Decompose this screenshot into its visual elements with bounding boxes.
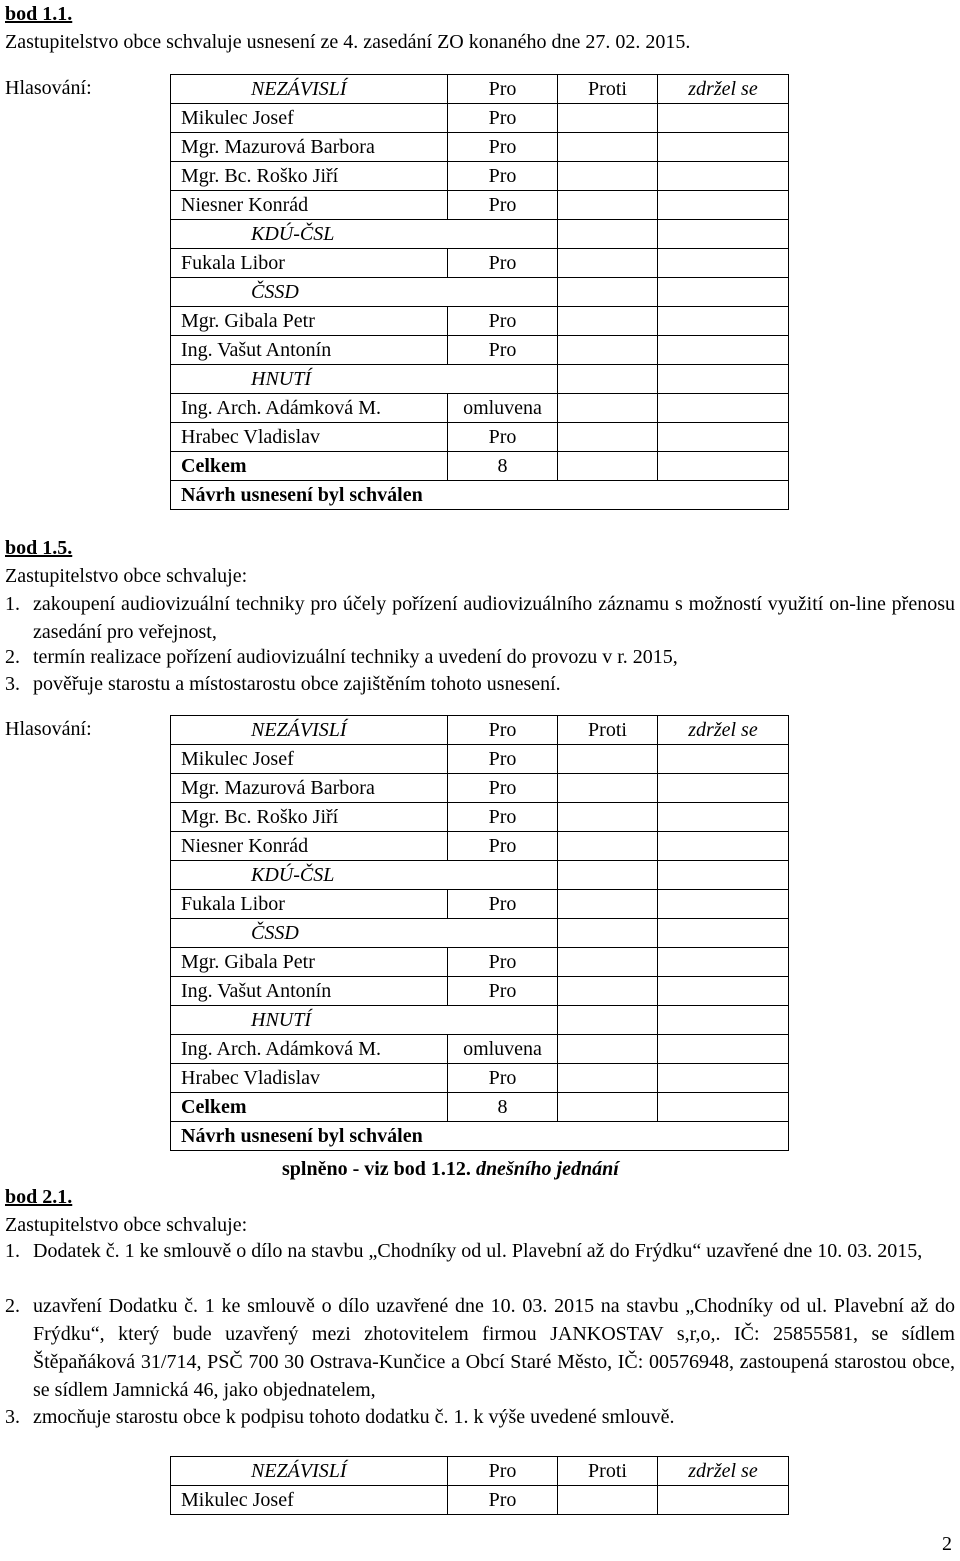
empty-cell <box>558 1064 658 1093</box>
member-name: Mgr. Gibala Petr <box>171 307 448 336</box>
empty-cell <box>658 307 789 336</box>
empty-cell <box>658 745 789 774</box>
empty-cell <box>558 890 658 919</box>
empty-cell <box>558 394 658 423</box>
empty-cell <box>658 977 789 1006</box>
result-text: Návrh usnesení byl schválen <box>171 481 789 510</box>
party-group-label: ČSSD <box>171 919 558 948</box>
section-intro-2-1: Zastupitelstvo obce schvaluje: <box>5 1214 248 1236</box>
column-header-proti: Proti <box>558 1457 658 1486</box>
empty-cell <box>558 948 658 977</box>
table-row <box>171 278 789 307</box>
result-row <box>171 481 789 510</box>
empty-cell <box>558 365 658 394</box>
table-row <box>171 162 789 191</box>
table-row <box>171 307 789 336</box>
empty-cell <box>658 394 789 423</box>
member-name: Mgr. Mazurová Barbora <box>171 774 448 803</box>
empty-cell <box>658 832 789 861</box>
party-group-label: HNUTÍ <box>171 1006 558 1035</box>
member-name: Hrabec Vladislav <box>171 1064 448 1093</box>
result-row <box>171 1122 789 1151</box>
empty-cell <box>658 423 789 452</box>
vote-value: Pro <box>448 336 558 365</box>
vote-header-row <box>171 75 789 104</box>
empty-cell <box>558 220 658 249</box>
result-text: Návrh usnesení byl schválen <box>171 1122 789 1151</box>
section-text-1-1: Zastupitelstvo obce schvaluje usnesení ze 4. zasedání ZO konaného dne 27. 02. 2015. <box>5 31 691 53</box>
table-row <box>171 832 789 861</box>
empty-cell <box>558 423 658 452</box>
total-value: 8 <box>448 452 558 481</box>
empty-cell <box>658 452 789 481</box>
empty-cell <box>558 745 658 774</box>
total-label: Celkem <box>171 1093 448 1122</box>
vote-value: Pro <box>448 832 558 861</box>
vote-label: Hlasování: <box>5 77 92 99</box>
empty-cell <box>658 1064 789 1093</box>
member-name: Fukala Libor <box>171 890 448 919</box>
list-item: 3. zmocňuje starostu obce k podpisu tohoto dodatku č. 1. k výše uvedené smlouvě. <box>5 1406 675 1428</box>
list-item: 1. Dodatek č. 1 ke smlouvě o dílo na stavbu „Chodníky od ul. Plavební až do Frýdku“ uzavřené dne 10. 03. 2015, <box>5 1240 923 1262</box>
vote-value: Pro <box>448 133 558 162</box>
vote-value: Pro <box>448 977 558 1006</box>
empty-cell <box>558 452 658 481</box>
table-row <box>171 394 789 423</box>
column-header-pro: Pro <box>448 75 558 104</box>
total-value: 8 <box>448 1093 558 1122</box>
column-header-zdrzel: zdržel se <box>658 716 789 745</box>
member-name: Hrabec Vladislav <box>171 423 448 452</box>
vote-value: Pro <box>448 1064 558 1093</box>
empty-cell <box>558 191 658 220</box>
member-name: Ing. Vašut Antonín <box>171 977 448 1006</box>
section-heading-1-1: bod 1.1. <box>5 3 73 25</box>
empty-cell <box>658 1006 789 1035</box>
member-name: Niesner Konrád <box>171 832 448 861</box>
column-header-pro: Pro <box>448 716 558 745</box>
empty-cell <box>558 1486 658 1515</box>
table-row <box>171 249 789 278</box>
empty-cell <box>558 1006 658 1035</box>
list-item: 2. termín realizace pořízení audiovizuální techniky a uvedení do provozu v r. 2015, <box>5 646 678 668</box>
empty-cell <box>658 336 789 365</box>
empty-cell <box>658 803 789 832</box>
table-row <box>171 133 789 162</box>
section-heading-2-1: bod 2.1. <box>5 1186 73 1208</box>
member-name: Mgr. Mazurová Barbora <box>171 133 448 162</box>
empty-cell <box>558 104 658 133</box>
total-row <box>171 1093 789 1122</box>
empty-cell <box>558 336 658 365</box>
table-row <box>171 1035 789 1064</box>
vote-value: Pro <box>448 191 558 220</box>
empty-cell <box>658 1486 789 1515</box>
member-name: Niesner Konrád <box>171 191 448 220</box>
vote-table-1 <box>170 74 789 510</box>
vote-value: Pro <box>448 890 558 919</box>
table-row <box>171 220 789 249</box>
vote-table-3 <box>170 1456 789 1515</box>
empty-cell <box>658 133 789 162</box>
table-row <box>171 336 789 365</box>
vote-value: Pro <box>448 162 558 191</box>
total-label: Celkem <box>171 452 448 481</box>
party-group-label: KDÚ-ČSL <box>171 861 558 890</box>
party-group-label: KDÚ-ČSL <box>171 220 558 249</box>
empty-cell <box>558 1035 658 1064</box>
list-item: 1. zakoupení audiovizuální techniky pro účely pořízení audiovizuálního záznamu s možností využití on-line přenosu zasedání pro veřejnost, <box>5 593 955 643</box>
column-header-proti: Proti <box>558 75 658 104</box>
empty-cell <box>658 861 789 890</box>
empty-cell <box>658 948 789 977</box>
empty-cell <box>558 278 658 307</box>
member-name: Ing. Arch. Adámková M. <box>171 1035 448 1064</box>
empty-cell <box>658 774 789 803</box>
status-note: splněno - viz bod 1.12. dnešního jednání <box>282 1158 619 1180</box>
column-header-zdrzel: zdržel se <box>658 1457 789 1486</box>
list-item: 2. uzavření Dodatku č. 1 ke smlouvě o dílo uzavřené dne 10. 03. 2015 na stavbu „Chodníky od ul. Plavební až do Frýdku“, který bude uzavřený mezi zhotovitelem firmou JANKOSTAV s,r,o,. IČ: 25855581, se sídlem Štěpaňáková 31/714, PSČ 700 30 Ostrava-Kunčice a Obcí Staré Město, IČ: 00576948, zastoupená starostou obce, se sídlem Jamnická 46, jako objednatelem, <box>5 1295 955 1401</box>
member-name: Mikulec Josef <box>171 1486 448 1515</box>
column-header-proti: Proti <box>558 716 658 745</box>
member-name: Mikulec Josef <box>171 104 448 133</box>
table-row <box>171 423 789 452</box>
member-name: Ing. Arch. Adámková M. <box>171 394 448 423</box>
empty-cell <box>558 977 658 1006</box>
empty-cell <box>658 365 789 394</box>
empty-cell <box>658 162 789 191</box>
empty-cell <box>558 919 658 948</box>
empty-cell <box>658 890 789 919</box>
table-row <box>171 774 789 803</box>
table-row <box>171 365 789 394</box>
empty-cell <box>658 278 789 307</box>
empty-cell <box>558 249 658 278</box>
empty-cell <box>558 133 658 162</box>
vote-value: omluvena <box>448 394 558 423</box>
table-row <box>171 1064 789 1093</box>
table-row <box>171 1006 789 1035</box>
table-row <box>171 861 789 890</box>
empty-cell <box>658 919 789 948</box>
total-row <box>171 452 789 481</box>
section-intro-1-5: Zastupitelstvo obce schvaluje: <box>5 565 248 587</box>
table-row <box>171 1486 789 1515</box>
empty-cell <box>658 191 789 220</box>
empty-cell <box>558 307 658 336</box>
vote-header-row <box>171 1457 789 1486</box>
empty-cell <box>658 1093 789 1122</box>
vote-value: Pro <box>448 803 558 832</box>
party-header: NEZÁVISLÍ <box>171 75 448 104</box>
section-heading-1-5: bod 1.5. <box>5 537 73 559</box>
empty-cell <box>558 162 658 191</box>
column-header-zdrzel: zdržel se <box>658 75 789 104</box>
table-row <box>171 890 789 919</box>
list-item: 3. pověřuje starostu a místostarostu obce zajištěním tohoto usnesení. <box>5 673 561 695</box>
vote-value: Pro <box>448 104 558 133</box>
party-group-label: HNUTÍ <box>171 365 558 394</box>
party-header: NEZÁVISLÍ <box>171 1457 448 1486</box>
vote-value: Pro <box>448 423 558 452</box>
table-row <box>171 948 789 977</box>
vote-table-2 <box>170 715 789 1151</box>
table-row <box>171 919 789 948</box>
member-name: Mgr. Gibala Petr <box>171 948 448 977</box>
member-name: Ing. Vašut Antonín <box>171 336 448 365</box>
page-number: 2 <box>942 1533 952 1555</box>
empty-cell <box>558 832 658 861</box>
empty-cell <box>658 104 789 133</box>
table-row <box>171 191 789 220</box>
vote-value: Pro <box>448 1486 558 1515</box>
member-name: Mgr. Bc. Roško Jiří <box>171 162 448 191</box>
empty-cell <box>658 1035 789 1064</box>
table-row <box>171 745 789 774</box>
column-header-pro: Pro <box>448 1457 558 1486</box>
table-row <box>171 803 789 832</box>
vote-value: Pro <box>448 948 558 977</box>
empty-cell <box>558 861 658 890</box>
vote-value: Pro <box>448 307 558 336</box>
vote-value: Pro <box>448 249 558 278</box>
empty-cell <box>658 249 789 278</box>
party-group-label: ČSSD <box>171 278 558 307</box>
vote-value: omluvena <box>448 1035 558 1064</box>
empty-cell <box>558 1093 658 1122</box>
party-header: NEZÁVISLÍ <box>171 716 448 745</box>
vote-header-row <box>171 716 789 745</box>
empty-cell <box>558 774 658 803</box>
table-row <box>171 104 789 133</box>
member-name: Mikulec Josef <box>171 745 448 774</box>
vote-value: Pro <box>448 745 558 774</box>
empty-cell <box>658 220 789 249</box>
table-row <box>171 977 789 1006</box>
vote-label: Hlasování: <box>5 718 92 740</box>
member-name: Fukala Libor <box>171 249 448 278</box>
vote-value: Pro <box>448 774 558 803</box>
member-name: Mgr. Bc. Roško Jiří <box>171 803 448 832</box>
empty-cell <box>558 803 658 832</box>
